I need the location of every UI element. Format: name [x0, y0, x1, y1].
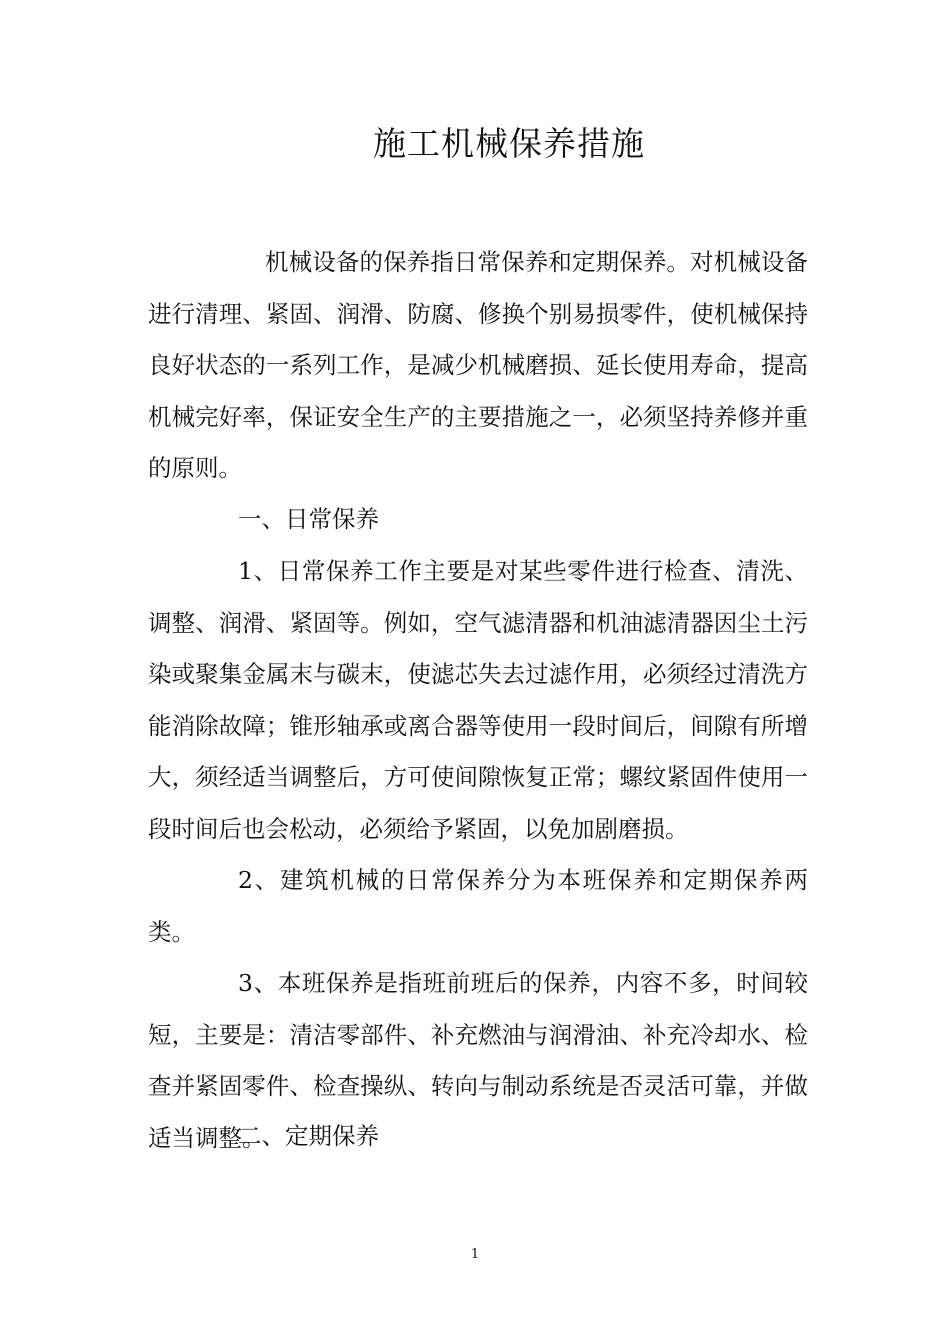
page-number: 1: [470, 1247, 480, 1262]
section-heading-daily-maintenance: 一、日常保养: [238, 505, 379, 533]
daily-maintenance-items: [148, 546, 808, 1164]
document-title: 施工机械保养措施: [373, 124, 645, 163]
section-heading-periodic-maintenance: 二、定期保养: [238, 1122, 379, 1150]
intro-paragraph-block: [148, 237, 808, 495]
intro-paragraph: 机械设备的保养指日常保养和定期保养。对机械设备进行清理、紧固、润滑、防腐、修换个别易损零件，使机械保持良好状态的一系列工作，是减少机械磨损、延长使用寿命，提高机械完好率，保证安全生产的主要措施之一，必须坚持养修并重的原则。: [148, 248, 808, 482]
item-2-paragraph: 2、建筑机械的日常保养分为本班保养和定期保养两类。: [148, 866, 808, 946]
item-3-paragraph: 3、本班保养是指班前班后的保养，内容不多，时间较短，主要是：清洁零部件、补充燃油与润滑油、补充冷却水、检查并紧固零件、检查操纵、转向与制动系统是否灵活可靠，并做适当调整。: [148, 969, 808, 1152]
item-1-paragraph: 1、日常保养工作主要是对某些零件进行检查、清洗、调整、润滑、紧固等。例如，空气滤清器和机油滤清器因尘土污染或聚集金属末与碳末，使滤芯失去过滤作用，必须经过清洗方能消除故障；锥形轴承或离合器等使用一段时间后，间隙有所增大，须经适当调整后，方可使间隙恢复正常；螺纹紧固件使用一段时间后也会松动，必须给予紧固，以免加剧磨损。: [148, 557, 808, 843]
